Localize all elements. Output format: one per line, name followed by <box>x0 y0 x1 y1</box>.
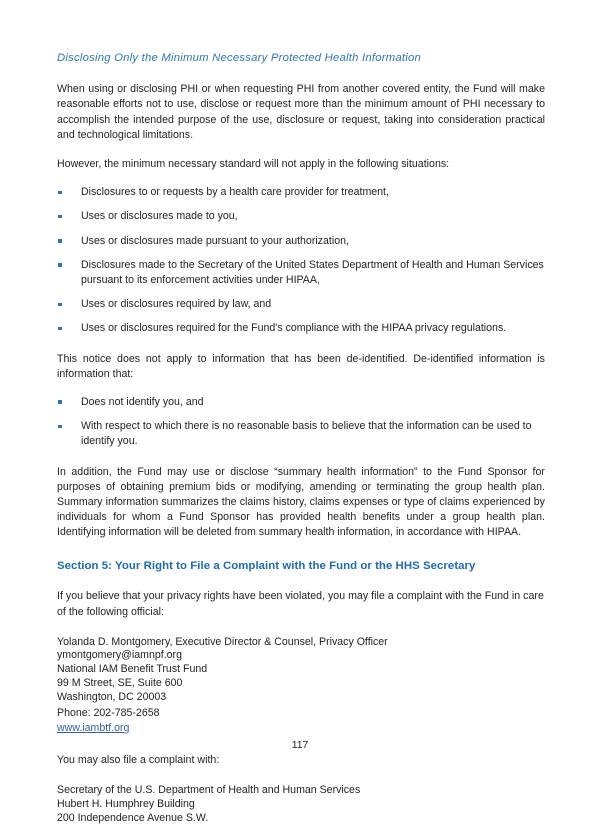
page-number: 117 <box>291 740 309 751</box>
list-item-text: Disclosures to or requests by a health care provider for treatment, <box>81 186 389 199</box>
hhs-building-line: Hubert H. Humphrey Building <box>57 797 195 810</box>
bullet-square-icon <box>58 425 62 429</box>
list-item <box>57 419 545 449</box>
section-heading-minimum-necessary: Disclosing Only the Minimum Necessary Protected Health Information <box>57 52 421 64</box>
contact-city-state-zip: Washington, DC 20003 <box>57 691 167 704</box>
bullet-square-icon <box>58 263 62 267</box>
section-heading-section-5: Section 5: Your Right to File a Complaint with the Fund or the HHS Secretary <box>57 559 476 572</box>
list-item <box>57 258 545 288</box>
spacer <box>57 541 545 559</box>
paragraph-also-file-intro: You may also file a complaint with: <box>57 753 220 766</box>
contact-email: ymontgomery@iamnpf.org <box>57 649 182 662</box>
paragraph-summary-health-information: In addition, the Fund may use or disclose “summary health information” to the Fund Sponsor for purposes of obtaining premium bids or modifying, amending or terminating the group health plan. Summary information summarizes the claims history, claims expenses or type of claims experienced by individuals for whom a Fund Sponsor has provided health benefits under a group health plan. Identifying information will be deleted from summary health information, in accordance with HIPAA. <box>57 465 545 539</box>
list-item-text: Does not identify you, and <box>81 395 204 408</box>
spacer <box>57 65 545 82</box>
contact-street-address: 99 M Street, SE, Suite 600 <box>57 676 183 689</box>
spacer <box>57 337 545 352</box>
spacer <box>57 382 545 395</box>
bullet-square-icon <box>58 239 62 243</box>
list-item <box>57 185 545 200</box>
list-item-text: Uses or disclosures required by law, and <box>81 298 272 311</box>
contact-organization: National IAM Benefit Trust Fund <box>57 663 208 675</box>
list-item-text: With respect to which there is no reasonable basis to believe that the information can be used to identify you. <box>81 420 532 448</box>
hhs-secretary-line: Secretary of the U.S. Department of Health and Human Services <box>57 784 361 797</box>
list-item <box>57 321 545 336</box>
spacer <box>57 620 545 636</box>
list-item <box>57 209 545 224</box>
exception-bullet-list <box>57 185 545 336</box>
de-identified-bullet-list <box>57 395 545 450</box>
hhs-contact-block <box>57 784 545 825</box>
list-item-text: Uses or disclosures required for the Fund's compliance with the HIPAA privacy regulations. <box>81 322 507 335</box>
website-link[interactable]: www.iambtf.org <box>57 722 130 735</box>
list-item-text: Uses or disclosures made to you, <box>81 210 238 223</box>
list-item-text: Disclosures made to the Secretary of the United States Department of Health and Human Services pursuant to its enforcement activities under HIPAA, <box>81 258 544 286</box>
bullet-square-icon <box>58 191 62 195</box>
hhs-street-line: 200 Independence Avenue S.W. <box>57 811 209 824</box>
bullet-square-icon <box>58 327 62 331</box>
fund-contact-block <box>57 636 545 737</box>
spacer <box>57 143 545 157</box>
bullet-square-icon <box>58 400 62 404</box>
list-item <box>57 395 545 410</box>
list-item <box>57 297 545 312</box>
list-item <box>57 234 545 249</box>
paragraph-exceptions-lead-in: However, the minimum necessary standard will not apply in the following situations: <box>57 157 450 170</box>
contact-phone: Phone: 202-785-2658 <box>57 706 160 719</box>
spacer <box>57 450 545 465</box>
paragraph-minimum-necessary-intro: When using or disclosing PHI or when requesting PHI from another covered entity, the Fund will make reasonable efforts not to use, disclose or request more than the minimum amount of PHI necessary to accomplish the intended purpose of the use, disclosure or request, taking into consideration practical and technological limitations. <box>57 83 545 141</box>
bullet-square-icon <box>58 303 62 307</box>
paragraph-complaint-intro: If you believe that your privacy rights have been violated, you may file a complaint with the Fund in care of the following official: <box>57 590 544 618</box>
page-content <box>57 0 545 826</box>
contact-website-line <box>57 721 545 737</box>
contact-name-title: Yolanda D. Montgomery, Executive Director & Counsel, Privacy Officer <box>57 635 388 648</box>
list-item-text: Uses or disclosures made pursuant to your authorization, <box>81 234 349 247</box>
bullet-square-icon <box>58 215 62 219</box>
spacer <box>57 573 545 589</box>
spacer <box>57 768 545 784</box>
paragraph-de-identified: This notice does not apply to information that has been de-identified. De-identified information is information that: <box>57 352 545 380</box>
spacer <box>57 172 545 185</box>
